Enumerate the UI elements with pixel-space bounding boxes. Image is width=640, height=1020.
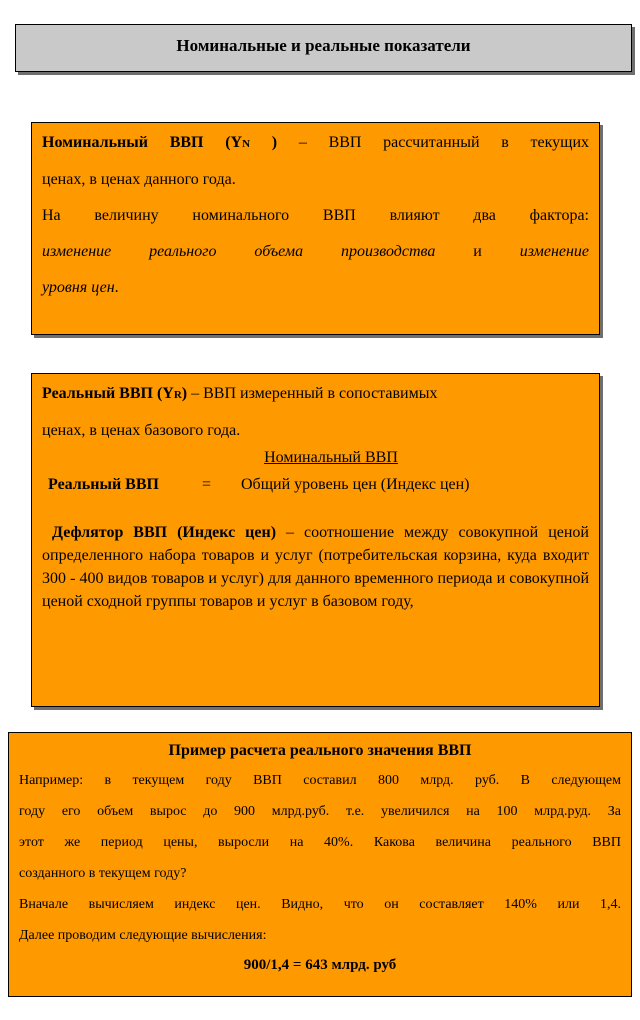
formula-equals: = <box>202 476 212 493</box>
nominal-gdp-box <box>31 122 600 335</box>
nominal-definition-line1 <box>42 125 589 162</box>
real-term <box>42 385 187 402</box>
example-line4: созданного в текущем году? <box>19 866 187 881</box>
nominal-term-text: Номинальный ВВП (Y <box>42 134 243 151</box>
real-definition-line2: ценах, в ценах базового года. <box>42 422 241 439</box>
factor-price-level-b: уровня цен <box>42 279 115 296</box>
nominal-factors-line <box>42 234 589 270</box>
real-term-sub: R <box>173 389 182 401</box>
example-line3: этот же период цены, выросли на 40%. Какова величина реального ВВП <box>19 835 621 850</box>
title-box <box>15 24 632 72</box>
formula-lhs: Реальный ВВП <box>48 476 159 493</box>
real-def-rest: – ВВП измеренный в сопоставимых <box>187 385 438 402</box>
factor-end: . <box>114 279 119 296</box>
formula-denominator: Общий уровень цен (Индекс цен) <box>241 476 470 493</box>
real-gdp-box <box>31 373 600 707</box>
nominal-term-sub: N <box>242 138 251 150</box>
nominal-term <box>42 134 277 151</box>
real-term-text: Реальный ВВП (Y <box>42 385 174 402</box>
real-definition-line1 <box>42 376 589 413</box>
example-calculation: 900/1,4 = 643 млрд. руб <box>243 957 397 973</box>
deflator-def-text: – соотношение между совокупной ценой определенного набора товаров и услуг (потребительская корзина, куда входит 300 - 400 видов товаров и услуг) для данного временного периода и совокупной ценой сходной группы товаров и услуг в базовом году, <box>42 524 589 610</box>
example-line6: Далее проводим следующие вычисления: <box>19 928 267 943</box>
example-line5: Вначале вычисляем индекс цен. Видно, что он составляет 140% или 1,4. <box>19 897 621 912</box>
nominal-factors-intro: На величину номинального ВВП влияют два фактора: <box>42 207 589 224</box>
page-title: Номинальные и реальные показатели <box>176 36 471 55</box>
nominal-factors-end <box>42 270 589 306</box>
example-line1: Например: в текущем году ВВП составил 800 млрд. руб. В следующем <box>19 773 621 788</box>
deflator-term: Дефлятор ВВП (Индекс цен) <box>51 524 277 541</box>
nominal-def-rest: – ВВП рассчитанный в текущих <box>277 134 590 151</box>
factor-price-level-a: изменение <box>519 243 590 260</box>
real-term-close: ) <box>181 385 188 402</box>
nominal-definition-line2: ценах, в ценах данного года. <box>42 171 236 188</box>
deflator-definition <box>42 521 589 613</box>
nominal-term-close: ) <box>250 134 278 151</box>
factor-real-output: изменение реального объема производства <box>42 243 436 260</box>
example-box <box>8 732 632 997</box>
factor-conj: и <box>435 243 520 260</box>
example-line2: году его объем вырос до 900 млрд.руб. т.е. увеличился на 100 млрд.руд. За <box>19 804 621 819</box>
example-heading: Пример расчета реального значения ВВП <box>168 742 472 759</box>
real-gdp-formula <box>42 449 589 501</box>
formula-numerator: Номинальный ВВП <box>264 449 398 466</box>
